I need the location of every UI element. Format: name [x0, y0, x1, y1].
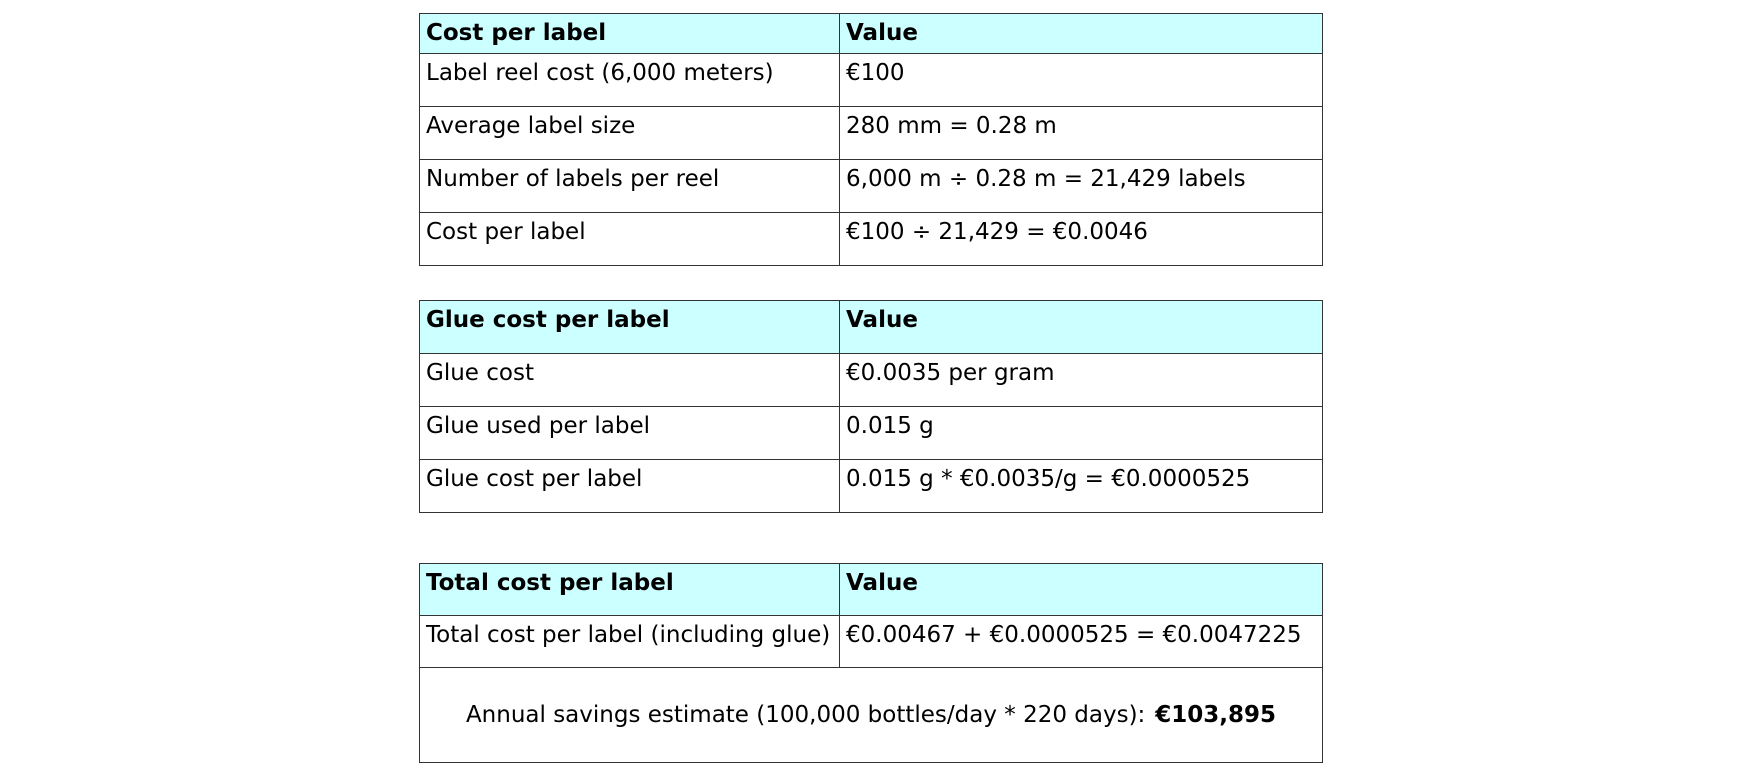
row-value: 6,000 m ÷ 0.28 m = 21,429 labels [840, 160, 1323, 213]
row-value: €100 ÷ 21,429 = €0.0046 [840, 213, 1323, 266]
cost-per-label-table [419, 13, 1323, 266]
table-row [420, 107, 1323, 160]
header-label: Cost per label [420, 14, 840, 54]
table-row [420, 460, 1323, 513]
row-value: 0.015 g * €0.0035/g = €0.0000525 [840, 460, 1323, 513]
row-label: Glue cost per label [420, 460, 840, 513]
table-row [420, 407, 1323, 460]
row-label: Average label size [420, 107, 840, 160]
annual-savings-label: Annual savings estimate (100,000 bottles/day * 220 days): [465, 702, 1146, 728]
table-row [420, 160, 1323, 213]
annual-savings-cell [420, 668, 1323, 763]
row-value: 0.015 g [840, 407, 1323, 460]
row-label: Cost per label [420, 213, 840, 266]
row-label: Glue used per label [420, 407, 840, 460]
row-value: €100 [840, 54, 1323, 107]
header-value: Value [840, 301, 1323, 354]
row-label: Label reel cost (6,000 meters) [420, 54, 840, 107]
row-label: Number of labels per reel [420, 160, 840, 213]
row-value: 280 mm = 0.28 m [840, 107, 1323, 160]
total-cost-table [419, 563, 1323, 763]
header-label: Total cost per label [420, 564, 840, 616]
table-row [420, 213, 1323, 266]
row-label: Total cost per label (including glue) [420, 616, 840, 668]
header-value: Value [840, 14, 1323, 54]
table-header-row [420, 564, 1323, 616]
glue-cost-table [419, 300, 1323, 513]
table-row [420, 54, 1323, 107]
annual-savings-amount: €103,895 [1155, 702, 1277, 728]
annual-savings-row [420, 668, 1323, 763]
table-header-row [420, 301, 1323, 354]
row-value: €0.0035 per gram [840, 354, 1323, 407]
header-label: Glue cost per label [420, 301, 840, 354]
table-header-row [420, 14, 1323, 54]
table-row [420, 616, 1323, 668]
table-row [420, 354, 1323, 407]
header-value: Value [840, 564, 1323, 616]
row-label: Glue cost [420, 354, 840, 407]
row-value: €0.00467 + €0.0000525 = €0.0047225 [840, 616, 1323, 668]
